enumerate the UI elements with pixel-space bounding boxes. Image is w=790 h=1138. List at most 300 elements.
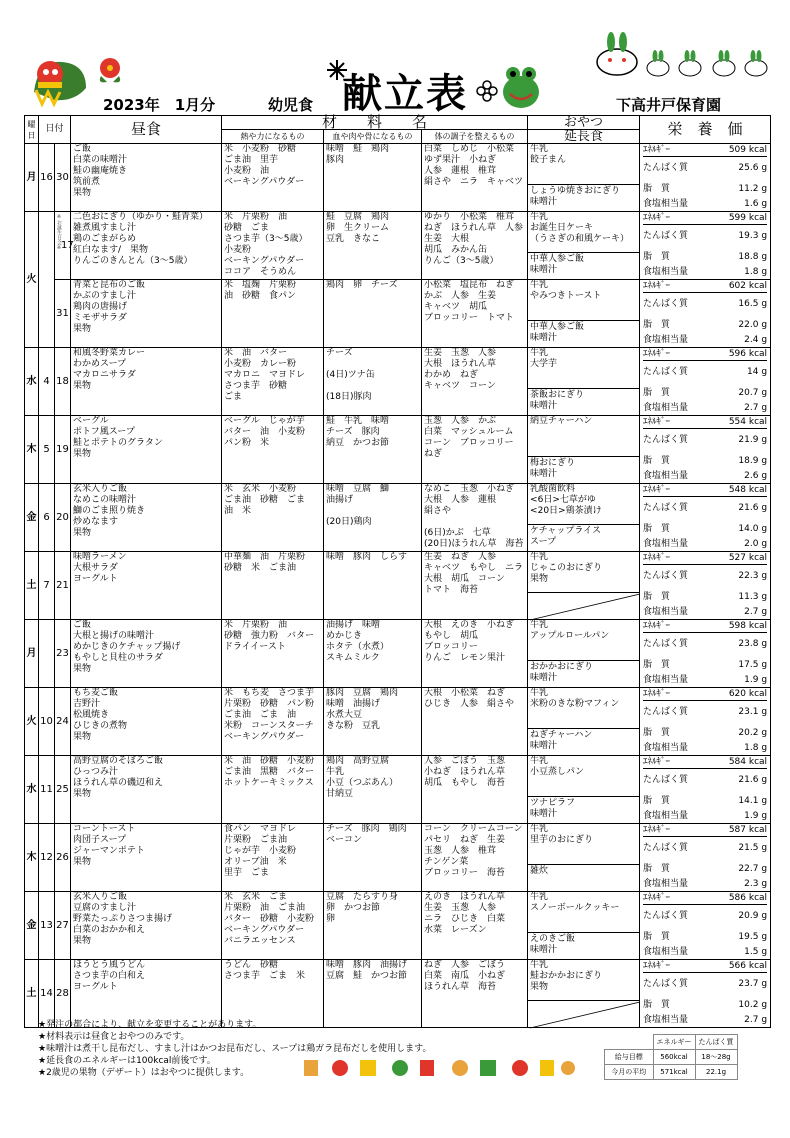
line: 味噌汁 [530,197,558,207]
nutrient-label: たんぱく質 [643,910,689,921]
nutrient-label: 脂 質 [643,863,671,874]
nutrient-value: 1.5 g [744,947,768,957]
nutrient-row [643,497,767,519]
line: 水煮大豆 [326,710,363,720]
line: ベーキングパウダー [224,925,305,935]
snack-header: おやつ [528,116,640,130]
red-ingredients-cell [222,552,324,620]
line: 味噌 豚肉 しらす [326,552,408,562]
nutrient-label: ｴﾈﾙｷﾞｰ [643,960,671,971]
nutrient-row [643,471,767,482]
summary-protein-header: たんぱく質 [695,1035,737,1050]
line: 大根 人参 蓮根 [424,495,497,505]
line: えのき ほうれん草 [424,892,506,902]
green-ingredients-cell [422,212,528,280]
line: ジャーマンポテト [73,846,145,856]
line: 油 米 [224,506,252,516]
menu-row [25,824,771,892]
line: えのきご飯 [530,934,576,944]
line: 食パン マヨドレ [224,824,297,834]
yellow-ingredients-cell [324,960,422,1028]
line: おかかおにぎり [530,662,594,672]
line: バニラエッセンス [224,936,296,946]
line: わかめ ねぎ [424,370,479,380]
nutrient-label: ｴﾈﾙｷﾞｰ [643,348,671,359]
line: 牛乳 [530,960,549,970]
nutrition-cell [640,960,771,1028]
nutrient-label: ｴﾈﾙｷﾞｰ [643,484,671,495]
line: トマト 海苔 [424,585,479,595]
nutrient-value: 14.0 g [738,523,768,534]
line: 絹さや ニラ キャベツ [424,177,524,187]
nutrient-row [643,212,767,225]
nutrient-label: たんぱく質 [643,298,689,309]
nutrient-row [643,769,767,791]
nutrient-row [643,607,767,618]
nutrient-row [643,973,767,995]
nutrient-value: 1.9 g [744,675,768,685]
line: 納豆 かつお節 [326,438,390,448]
nutrient-row [643,947,767,958]
line: 梅おにぎり [530,458,576,468]
nutrient-label: 脂 質 [643,659,671,670]
snack-block [528,280,639,302]
nutrient-value: 11.2 g [738,183,768,194]
birthday-note: ※お誕生日会※ [56,214,62,251]
nutrient-label: 食塩相当量 [643,675,689,685]
date-cell: 28 [55,960,71,1028]
line: 味噌汁 [530,333,558,343]
menu-table [24,115,771,1028]
line: もやしと貝柱のサラダ [73,653,163,663]
nutrient-value: 598 kcal [728,620,768,631]
nutrient-row [643,655,767,675]
line: スキムミルク [326,653,380,663]
extended-block [528,932,639,959]
nutrient-value: 1.8 g [744,743,768,753]
nutrient-row [643,1015,767,1026]
line: 里芋 ごま [224,868,270,878]
yellow-ingredients-cell [324,144,422,212]
line: ドライイースト [224,642,286,652]
nutrient-value: 1.6 g [744,199,768,209]
line: 牛乳 [530,348,549,358]
line: 味噌汁 [530,265,558,275]
line: 雑煮風すまし汁 [73,223,137,233]
line: バター 油 小麦粉 [224,427,306,437]
target-protein: 18～28g [695,1050,737,1065]
nutrient-label: 食塩相当量 [643,267,689,277]
nutrient-row [643,701,767,723]
nutrient-label: 食塩相当量 [643,471,689,481]
nutrient-row [643,995,767,1015]
line: 味噌 豚肉 油揚げ [326,960,408,970]
line: なめこの味噌汁 [73,495,137,505]
nutrient-row [643,416,767,429]
green-ingredients-cell [422,620,528,688]
extended-block [528,864,639,891]
line: さつま芋 ごま 米 [224,971,306,981]
nutrient-row [643,675,767,686]
red-ingredients-cell [222,416,324,484]
nutrition-cell [640,212,771,280]
line: 砂糖 ごま [224,223,270,233]
line: 青菜と昆布のご飯 [73,280,146,290]
line: さつま芋（3～5歳） [224,234,308,244]
date-cell: 7 [39,552,55,620]
line: 人参 ごぼう 玉葱 [424,756,506,766]
green-ingredients-cell [422,348,528,416]
nutrient-label: たんぱく質 [643,570,689,581]
line: 乳酸菌飲料 [530,484,576,494]
nutrient-value: 548 kcal [728,484,768,495]
line: 米 片栗粉 油 [224,212,288,222]
nutrient-value: 21.5 g [738,842,768,853]
nutrient-value: 2.6 g [744,471,768,481]
nutrient-label: たんぱく質 [643,638,689,649]
nutrient-value: 2.4 g [744,335,768,345]
no-extended-slash [530,594,640,620]
dow-header: 曜日 [25,116,39,144]
date-cell: 24 [55,688,71,756]
line: キャベツ コーン [424,381,496,391]
date-cell: 19 [55,416,71,484]
line: 白菜のおかか和え [73,925,146,935]
nutrient-row [643,383,767,403]
date-cell: 6 [39,484,55,552]
nutrient-value: 16.5 g [738,298,768,309]
note-line: ★2歳児の果物（デザート）はおやつに提供します。 [38,1068,250,1078]
nutrition-summary-table [604,1034,738,1080]
line: キャベツ 胡瓜 [424,302,488,312]
line: 果物 [73,789,92,799]
line: 豚肉 [326,155,345,165]
yellow-ingredients-cell [324,280,422,348]
date-number: 17 [61,240,74,251]
menu-row [25,892,771,960]
nutrient-row [643,179,767,199]
line: 肉団子スープ [73,835,127,845]
line: 茶飯おにぎり [530,390,585,400]
red-ingredients-cell [222,620,324,688]
menu-row [25,552,771,620]
extended-block [528,1000,639,1027]
line: 味噌ラーメン [73,552,127,562]
line: 味噌 鮭 鶏肉 [326,144,390,154]
snack-cell [528,552,640,620]
line: ベーキングパウダー [224,732,305,742]
school-name: 下高井戸保育園 [616,96,722,114]
line: ごま油 砂糖 ごま [224,495,306,505]
line: ケチャップライス [530,526,602,536]
nutrient-label: 脂 質 [643,591,671,602]
line: やみつきトースト [530,291,602,301]
nutrition-cell [640,280,771,348]
snack-cell [528,892,640,960]
line: ココア そうめん [224,267,297,277]
red-ingredients-cell [222,688,324,756]
line: バター 砂糖 小麦粉 [224,914,315,924]
line: 高野豆腐のそぼろご飯 [73,756,164,766]
line: チーズ [326,348,353,358]
nutrient-label: 食塩相当量 [643,947,689,957]
page-title: 献立表 [342,71,468,117]
green-ingredients-cell [422,552,528,620]
date-cell: 14 [39,960,55,1028]
extended-block [528,524,639,551]
nutrient-label: たんぱく質 [643,162,689,173]
line: 鮭 牛乳 味噌 [326,416,390,426]
target-energy: 560kcal [653,1050,695,1065]
nutrient-row [643,811,767,822]
yellow-ingredients-cell [324,348,422,416]
line: めかじき [326,631,363,641]
line: さつま芋 砂糖 [224,381,288,391]
line: ご飯 [73,144,92,154]
line: 米 塩麹 片栗粉 [224,280,297,290]
red-ingredients-cell [222,756,324,824]
line: ごま油 黒糖 バター [224,767,315,777]
dow-cell: 土 [25,960,39,1028]
line [326,506,419,517]
green-ingredients-cell [422,960,528,1028]
line: 中華人参ご飯 [530,254,585,264]
nutrient-row [643,892,767,905]
lunch-cell [71,348,222,416]
snack-cell [528,280,640,348]
nutrient-value: 596 kcal [728,348,768,359]
nutrient-value: 587 kcal [728,824,768,835]
line: ほうれん草 海苔 [424,982,497,992]
line: 鮭の幽庵焼き [73,166,128,176]
nutrient-value: 10.2 g [738,999,768,1010]
line: 卵 [326,914,336,924]
date-cell: 4 [39,348,55,416]
nutrition-cell [640,824,771,892]
line: 牛乳 [530,892,549,902]
line: 米 もち麦 さつま芋 [224,688,315,698]
line: 小ねぎ ほうれん草 [424,767,506,777]
snack-cell [528,416,640,484]
nutrient-row [643,960,767,973]
line: 生姜 大根 [424,234,470,244]
line [424,517,525,528]
camellia-flower-icon [95,54,125,86]
date-header: 日付 [39,116,71,144]
flower-icon [476,80,498,102]
line: 二色おにぎり（ゆかり・鮭青菜） [73,212,209,222]
nutrition-cell [640,484,771,552]
extended-block [528,252,639,279]
lunch-header: 昼食 [71,116,222,144]
nutrient-row [643,791,767,811]
line: 牛乳 [530,688,549,698]
nutrient-value: 22.3 g [738,570,768,581]
lunch-cell [71,144,222,212]
line: 胡瓜 みかん缶 [424,245,488,255]
lunch-cell [71,620,222,688]
line: 大根 えのき 小ねぎ [424,620,515,630]
nutrient-value: 22.7 g [738,863,768,874]
year-month: 2023年 1月分 [103,96,216,114]
lunch-cell [71,484,222,552]
snow-rabbit-icon [594,32,640,76]
line: ねぎ [424,449,443,459]
line: <20日>鶏茶漬け [530,506,602,516]
nutrient-label: 食塩相当量 [643,403,689,413]
line: 絹さや [424,506,452,516]
line: 果物 [73,528,92,538]
line: 小麦粉 カレー粉 [224,359,297,369]
line: うどん 砂糖 [224,960,279,970]
nutrient-row [643,157,767,179]
snack-block [528,416,639,427]
lunch-cell [71,688,222,756]
line: 片栗粉 砂糖 パン粉 [224,699,315,709]
nutrient-value: 1.8 g [744,267,768,277]
dow-cell: 水 [25,756,39,824]
nutrient-label: 脂 質 [643,183,671,194]
line: 大根と揚げの味噌汁 [73,631,155,641]
line: ブロッコリー [424,642,478,652]
nutrient-value: 17.5 g [738,659,768,670]
line: (4日)ツナ缶 [326,370,375,380]
line: 鮭 豆腐 鶏肉 [326,212,390,222]
line: 果物 [73,188,92,198]
line: ひじきの煮物 [73,721,128,731]
line: しょうゆ焼きおにぎり [530,186,621,196]
line: 小麦粉 油 [224,166,270,176]
date-cell: 27 [55,892,71,960]
nutrient-label: たんぱく質 [643,774,689,785]
nutrient-row [643,565,767,587]
line: 油 砂糖 食パン [224,291,297,301]
nutrient-value: 586 kcal [728,892,768,903]
lion-dance-icon [28,52,92,108]
nutrient-label: ｴﾈﾙｷﾞｰ [643,688,671,699]
line: ごま油 ごま 油 [224,710,297,720]
line: 小豆（つぶあん） [326,778,399,788]
nutrient-value: 2.0 g [744,539,768,549]
line: 鶏肉 高野豆腐 [326,756,390,766]
dow-cell: 土 [25,552,39,620]
line: 果物 [73,664,92,674]
green-ingredients-cell [422,688,528,756]
yellow-ingredients-cell [324,824,422,892]
nutrient-label: 食塩相当量 [643,539,689,549]
nutrient-value: 2.7 g [744,1015,768,1025]
line: かぶ 人参 生姜 [424,291,497,301]
line: チーズ 豚肉 [326,427,380,437]
line: 果物 [73,857,92,867]
line: ご飯 [73,620,92,630]
line: 味噌 油揚げ [326,699,381,709]
dow-cell: 火 [25,212,39,348]
nutrient-row [643,620,767,633]
small-rabbits-icon [644,50,772,78]
nutrient-value: 584 kcal [728,756,768,767]
nutrient-value: 18.8 g [738,251,768,262]
line: 玄米入りご飯 [73,892,128,902]
snack-cell [528,348,640,416]
nutrient-label: ｴﾈﾙｷﾞｰ [643,620,671,631]
yellow-ingredients-cell [324,620,422,688]
line: 米 油 バター [224,348,288,358]
nutrient-row [643,225,767,247]
line: ポトフ風スープ [73,427,135,437]
snack-cell [528,484,640,552]
date-cell: 23 [55,620,71,688]
snack-cell [528,824,640,892]
frog-icon [500,62,542,110]
menu-type: 幼児食 [268,96,314,114]
nutrient-label: たんぱく質 [643,978,689,989]
line: (18日)豚肉 [326,392,372,402]
line: 生姜 ねぎ 人参 [424,552,497,562]
date-cell: 25 [55,756,71,824]
green-ingredients-cell [422,280,528,348]
snack-cell [528,144,640,212]
line: かぶのすまし汁 [73,291,137,301]
extended-block [528,728,639,755]
line: (20日)ほうれん草 海苔 [424,539,524,549]
dow-cell: 木 [25,416,39,484]
green-ingredients-cell [422,416,528,484]
line: 鰤のごま照り焼き [73,506,146,516]
line: 味噌汁 [530,809,558,819]
line: もち麦ご飯 [73,688,119,698]
date-cell [39,212,55,348]
line: マカロニサラダ [73,370,136,380]
menu-row [25,280,771,348]
line: <6日>七草がゆ [530,495,596,505]
nutrient-label: 脂 質 [643,455,671,466]
red-ingredients-cell [222,484,324,552]
line: ホットケーキミックス [224,778,314,788]
nutrient-value: 23.8 g [738,638,768,649]
line: ねぎチャーハン [530,730,593,740]
line: 牛乳 [530,824,549,834]
nutrient-value: 2.3 g [744,879,768,889]
line: 大根 胡瓜 コーン [424,574,505,584]
line: ごま [224,392,243,402]
nutrient-label: 脂 質 [643,795,671,806]
line: 味噌汁 [530,945,558,955]
line: ミモザサラダ [73,313,127,323]
snack-cell [528,756,640,824]
line: ひじき 人参 絹さや [424,699,515,709]
nutrient-row [643,199,767,210]
line: ねぎ ほうれん草 人参 [424,223,524,233]
line: 鮭とポテトのグラタン [73,438,163,448]
new-year-decorations-icon [300,1056,580,1080]
yellow-ingredients-cell [324,484,422,552]
line: 白菜 マッシュルーム [424,427,514,437]
nutrition-cell [640,688,771,756]
line: 吉野汁 [73,699,101,709]
line: (20日)鶏肉 [326,517,372,527]
line: 油揚げ 味噌 [326,620,381,630]
nutrient-value: 599 kcal [728,212,768,223]
menu-row [25,144,771,212]
line: ブロッコリー 海苔 [424,868,505,878]
nutrient-label: 食塩相当量 [643,607,689,617]
nutrient-value: 11.3 g [738,591,768,602]
red-ingredients-cell [222,824,324,892]
note-line: ★延長食のエネルギーは100kcal前後です。 [38,1056,216,1066]
line: 水菜 レーズン [424,925,487,935]
line [326,381,419,392]
